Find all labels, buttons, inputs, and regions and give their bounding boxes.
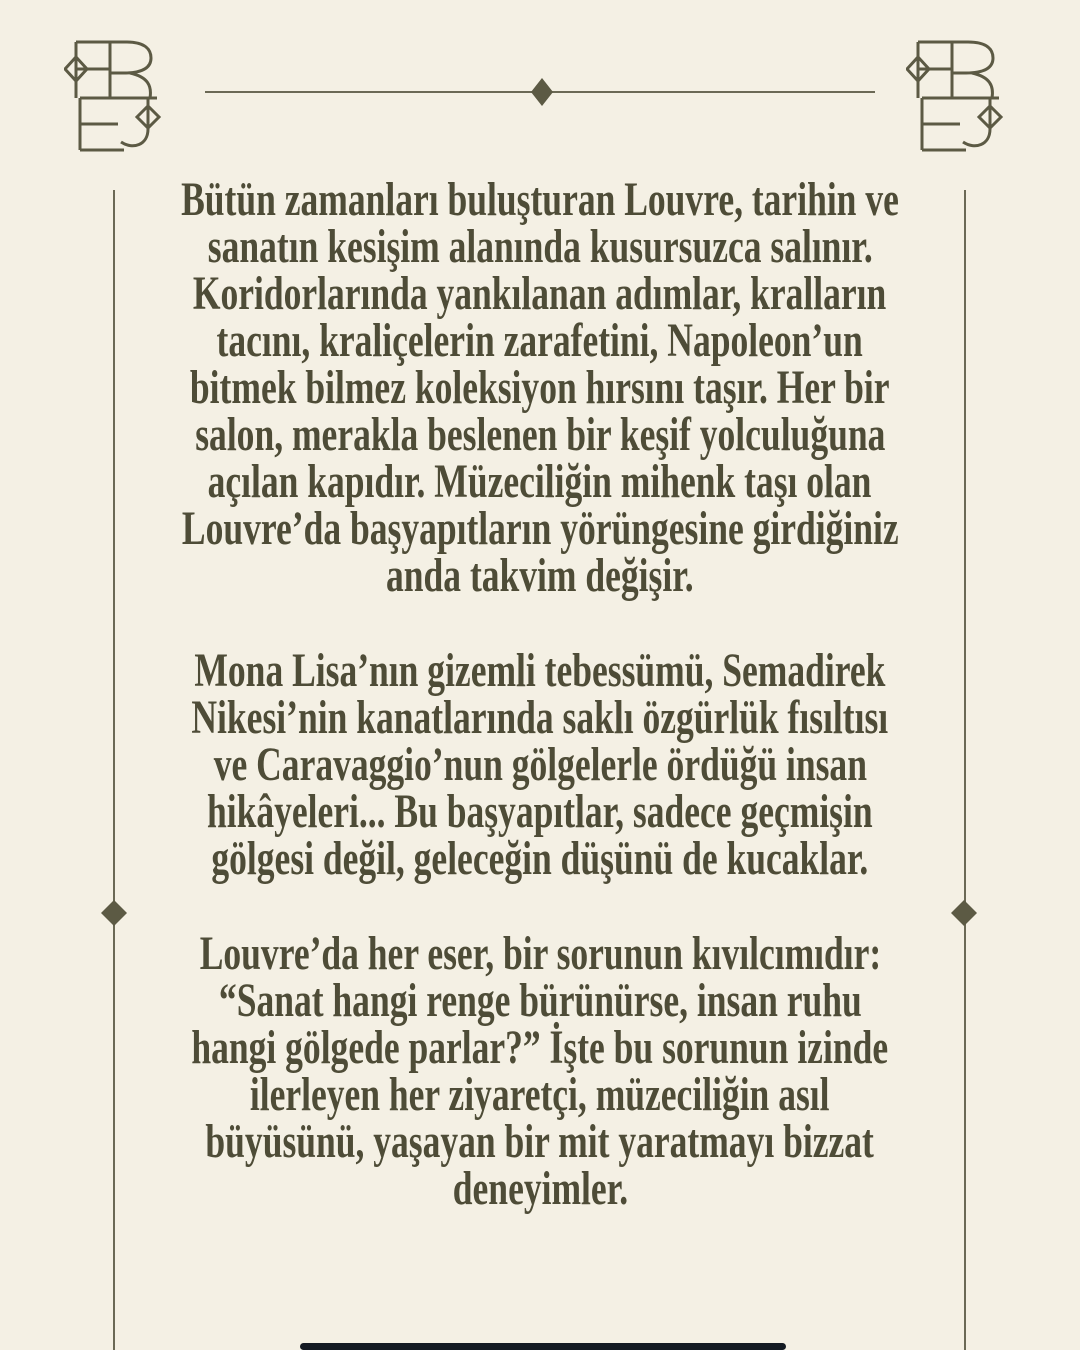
text-line: ilerleyen her ziyaretçi, müzeciliğin asıl — [250, 1068, 830, 1121]
text-line: sanatın kesişim alanında kusursuzca salınır. — [207, 220, 873, 273]
text-line: Mona Lisa’nın gizemli tebessümü, Semadirek — [194, 644, 886, 697]
divider-diamond-icon — [531, 78, 553, 106]
text-line: tacını, kraliçelerin zarafetini, Napoleon’un — [216, 314, 864, 367]
text-line: salon, merakla beslenen bir keşif yolculuğuna — [194, 408, 886, 461]
body-text — [0, 173, 1080, 1215]
text-line: anda takvim değişir. — [386, 549, 694, 602]
text-line: deneyimler. — [452, 1162, 628, 1215]
home-indicator-bar — [300, 1343, 786, 1350]
text-line: açılan kapıdır. Müzeciliğin mihenk taşı olan — [208, 455, 872, 508]
paragraph-3 — [69, 927, 1010, 1215]
text-line: Bütün zamanları buluşturan Louvre, tarihin ve — [181, 173, 899, 226]
paragraph-2 — [69, 644, 1011, 885]
text-line: hangi gölgede parlar?” İşte bu sorunun izinde — [191, 1021, 889, 1074]
paragraph-1 — [55, 173, 1025, 602]
text-line: gölgesi değil, geleceğin düşünü de kucaklar. — [211, 832, 869, 885]
text-line: ve Caravaggio’nun gölgelerle ördüğü insan — [213, 738, 867, 791]
text-line: “Sanat hangi renge bürünürse, insan ruhu — [218, 974, 862, 1027]
text-line: Louvre’da her eser, bir sorunun kıvılcımıdır: — [199, 927, 881, 980]
text-line: Koridorlarında yankılanan adımlar, kralların — [193, 267, 887, 320]
brand-monogram-logo-left — [64, 36, 174, 154]
brand-monogram-logo-right — [906, 36, 1016, 154]
text-line: Nikesi’nin kanatlarında saklı özgürlük fısıltısı — [191, 691, 889, 744]
text-line: bitmek bilmez koleksiyon hırsını taşır. Her bir — [190, 361, 890, 414]
text-line: büyüsünü, yaşayan bir mit yaratmayı bizzat — [205, 1115, 875, 1168]
text-line: hikâyeleri... Bu başyapıtlar, sadece geçmişin — [207, 785, 873, 838]
text-line: Louvre’da başyapıtların yörüngesine girdiğiniz — [181, 502, 899, 555]
